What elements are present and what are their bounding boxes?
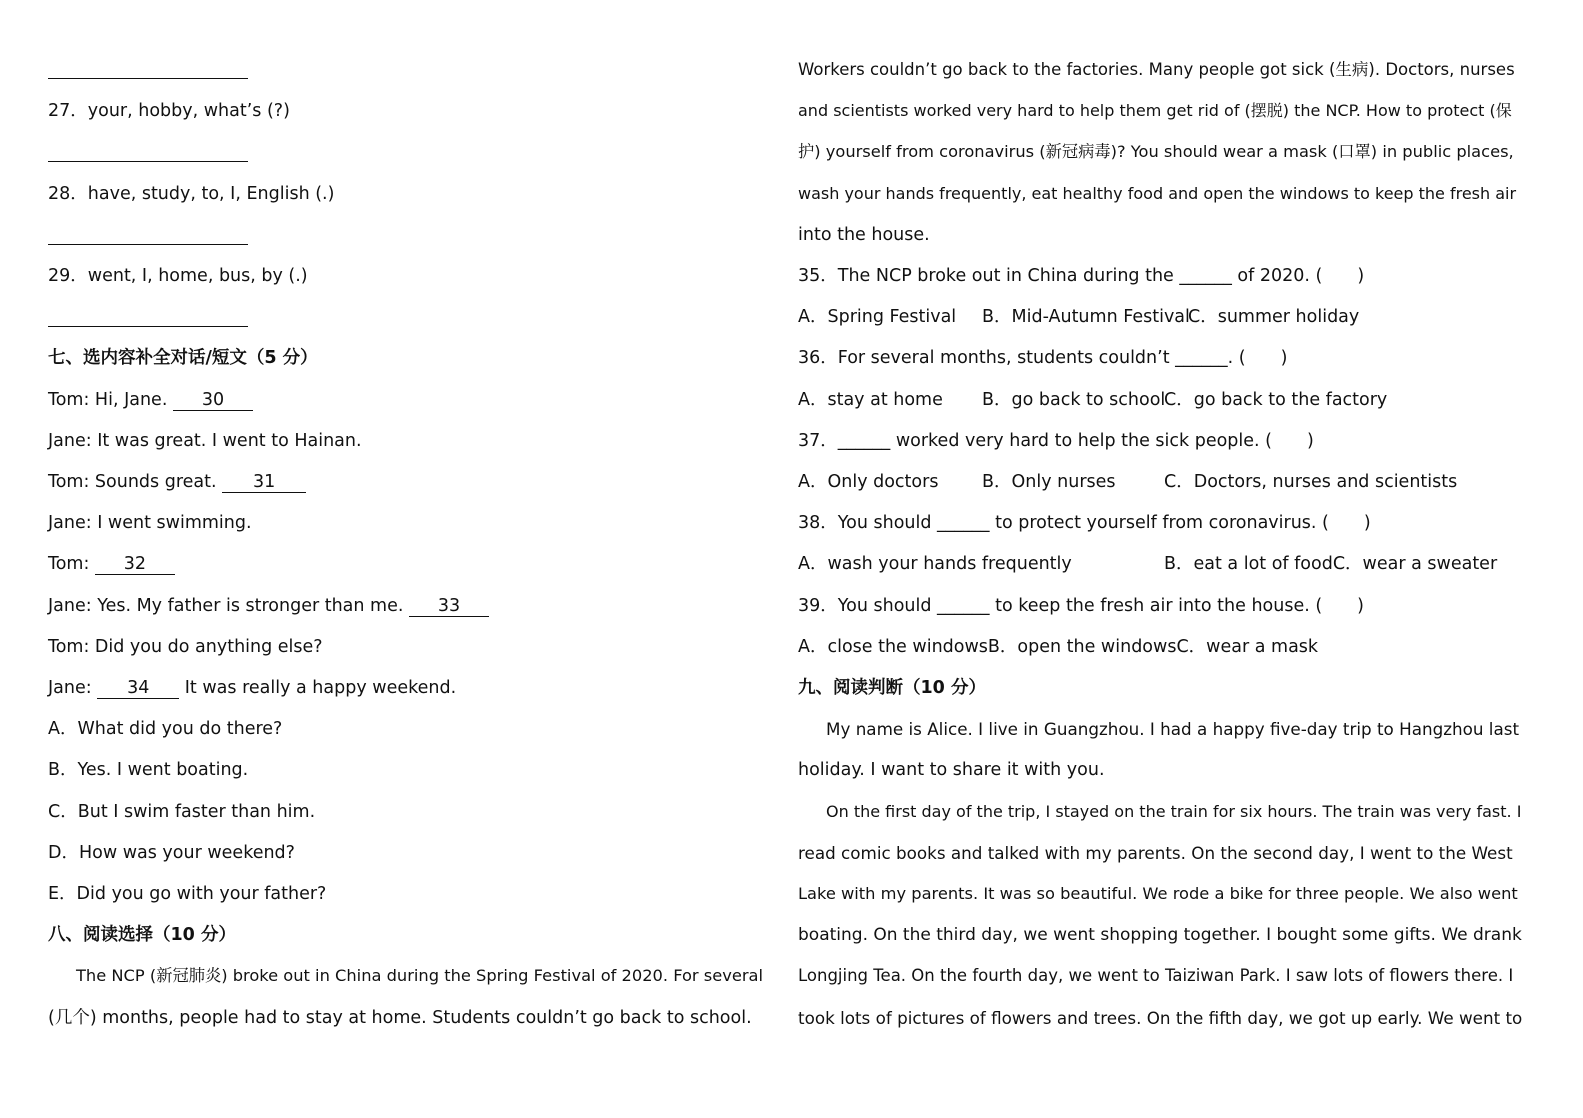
question-29: 29．went, I, home, bus, by (.) bbox=[48, 266, 308, 286]
dialog-line-3: Tom: Sounds great. 31 bbox=[48, 470, 306, 494]
q35-option-a: A．Spring Festival bbox=[798, 307, 957, 327]
question-37: 37．______ worked very hard to help the sick people. ( ) bbox=[798, 431, 1314, 451]
q39-option-b: B．open the windows bbox=[987, 637, 1177, 657]
q38-option-a: A．wash your hands frequently bbox=[798, 554, 1072, 574]
passage-8-cont-3: 护) yourself from coronavirus (新冠病毒)? You should wear a mask (口罩) in public places, bbox=[798, 142, 1514, 161]
section-8-title: 八、阅读选择（10 分） bbox=[48, 925, 236, 945]
question-39: 39．You should ______ to keep the fresh air into the house. ( ) bbox=[798, 596, 1364, 616]
q37-option-a: A．Only doctors bbox=[798, 472, 939, 492]
passage-9-line-7: Longjing Tea. On the fourth day, we went to Taiziwan Park. I saw lots of flowers there. I bbox=[798, 966, 1514, 985]
blank-30: 30 bbox=[173, 390, 253, 411]
blank-34: 34 bbox=[97, 678, 179, 699]
question-36-options bbox=[798, 388, 1387, 412]
blank-33: 33 bbox=[409, 596, 489, 617]
answer-line-28 bbox=[48, 244, 248, 245]
passage-9-line-2: holiday. I want to share it with you. bbox=[798, 760, 1105, 780]
passage-8-cont-4: wash your hands frequently, eat healthy food and open the windows to keep the fresh air bbox=[798, 184, 1517, 203]
blank-31: 31 bbox=[222, 472, 306, 493]
dialog-line-1: Tom: Hi, Jane. 30 bbox=[48, 388, 253, 412]
dialog-line-7: Tom: Did you do anything else? bbox=[48, 637, 323, 657]
passage-9-line-8: took lots of pictures of flowers and trees. On the fifth day, we got up early. We went to bbox=[798, 1008, 1523, 1028]
q37-option-b: B．Only nurses bbox=[982, 472, 1116, 492]
section-9-title: 九、阅读判断（10 分） bbox=[798, 678, 986, 698]
question-27: 27．your, hobby, what’s (?) bbox=[48, 101, 290, 121]
q37-option-c: C．Doctors, nurses and scientists bbox=[1164, 472, 1458, 492]
question-38: 38．You should ______ to protect yourself from coronavirus. ( ) bbox=[798, 513, 1371, 533]
q35-option-c: C．summer holiday bbox=[1188, 307, 1360, 327]
option-e: E．Did you go with your father? bbox=[48, 884, 327, 904]
q38-option-b: B．eat a lot of food bbox=[1164, 554, 1333, 574]
passage-8-cont-2: and scientists worked very hard to help them get rid of (摆脱) the NCP. How to protect (保 bbox=[798, 101, 1512, 120]
q39-option-a: A．close the windows bbox=[798, 637, 988, 657]
question-37-options bbox=[798, 470, 1457, 494]
dialog-line-4: Jane: I went swimming. bbox=[48, 513, 252, 533]
option-b: B．Yes. I went boating. bbox=[48, 760, 249, 780]
dialog-line-6: Jane: Yes. My father is stronger than me. 33 bbox=[48, 594, 489, 618]
passage-9-line-3: On the first day of the trip, I stayed on the train for six hours. The train was very fast. I bbox=[826, 802, 1522, 821]
question-39-options bbox=[798, 635, 1318, 659]
q35-option-b: B．Mid-Autumn Festival bbox=[982, 307, 1190, 327]
q36-option-c: C．go back to the factory bbox=[1164, 390, 1388, 410]
passage-9-line-4: read comic books and talked with my parents. On the second day, I went to the West bbox=[798, 843, 1513, 863]
passage-9-line-1: My name is Alice. I live in Guangzhou. I had a happy five-day trip to Hangzhou last bbox=[826, 719, 1520, 739]
question-28: 28．have, study, to, I, English (.) bbox=[48, 184, 335, 204]
passage-8-cont-1: Workers couldn’t go back to the factories. Many people got sick (生病). Doctors, nurses bbox=[798, 60, 1515, 79]
option-d: D．How was your weekend? bbox=[48, 843, 295, 863]
answer-line-27 bbox=[48, 161, 248, 162]
passage-8-line-1: The NCP (新冠肺炎) broke out in China during the Spring Festival of 2020. For several bbox=[76, 966, 764, 985]
passage-8-line-2: (几个) months, people had to stay at home. Students couldn’t go back to school. bbox=[48, 1008, 752, 1028]
question-35: 35．The NCP broke out in China during the ______ of 2020. ( ) bbox=[798, 266, 1365, 286]
q36-option-a: A．stay at home bbox=[798, 390, 943, 410]
answer-line-29 bbox=[48, 326, 248, 327]
passage-9-line-5: Lake with my parents. It was so beautiful. We rode a bike for three people. We also went bbox=[798, 884, 1518, 903]
q39-option-c: C．wear a mask bbox=[1176, 637, 1319, 657]
blank-32: 32 bbox=[95, 554, 175, 575]
option-c: C．But I swim faster than him. bbox=[48, 802, 316, 822]
q38-option-c: C．wear a sweater bbox=[1332, 554, 1498, 574]
dialog-line-8: Jane: 34 It was really a happy weekend. bbox=[48, 678, 457, 698]
q36-option-b: B．go back to school bbox=[982, 390, 1166, 410]
question-35-options bbox=[798, 305, 1359, 329]
option-a: A．What did you do there? bbox=[48, 719, 283, 739]
answer-line-26 bbox=[48, 78, 248, 79]
dialog-line-2: Jane: It was great. I went to Hainan. bbox=[48, 431, 362, 451]
passage-9-line-6: boating. On the third day, we went shopping together. I bought some gifts. We drank bbox=[798, 925, 1522, 945]
dialog-line-5: Tom: 32 bbox=[48, 552, 175, 576]
section-7-title: 七、选内容补全对话/短文（5 分） bbox=[48, 348, 318, 368]
passage-8-cont-5: into the house. bbox=[798, 225, 930, 245]
question-38-options bbox=[798, 552, 1497, 576]
question-36: 36．For several months, students couldn’t ______. ( ) bbox=[798, 348, 1288, 368]
